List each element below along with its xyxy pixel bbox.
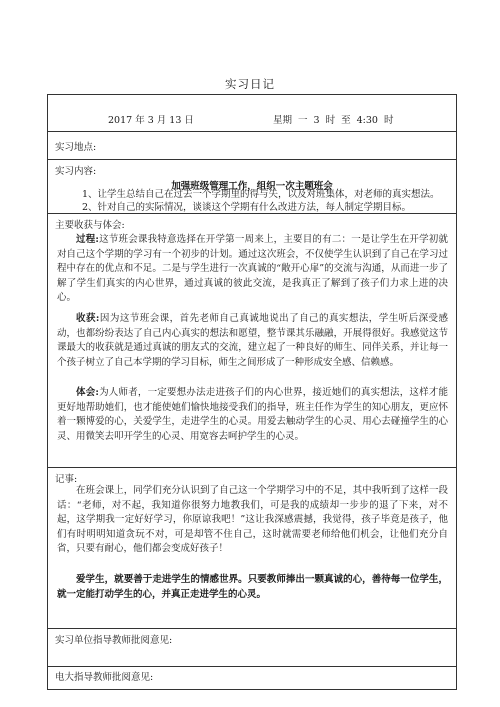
- content-label: 实习内容:: [55, 166, 97, 177]
- process-paragraph: [57, 233, 448, 306]
- feeling-label: 体会:: [76, 387, 99, 398]
- notes-text: 在班会课上，同学们充分认识到了自己这一个学期学习中的不足，其中我听到了这样一段话：“老师，对不起，我知道你很努力地教我们，可是我的成绩却一步步的退了下来，对不起，这学期我一定好好学习，你原谅我吧！”这让我深感震撼，我觉得，孩子毕竟是孩子，他们有时明明知道贪玩不对，可是却管不住自己，这时就需要老师给他们机会，让他们充分自省，只要有耐心，他们都会变成好孩子！: [57, 485, 448, 555]
- notes-label: 记事:: [55, 474, 78, 485]
- unit-review-row: [48, 629, 456, 667]
- plan-item: 1、让学生总结自己在过去一个学期里的得与失，以及对班集体，对老师的真实想法。: [82, 189, 440, 200]
- gains-label: 主要收获与体会:: [55, 220, 125, 231]
- location-row: [48, 132, 456, 160]
- harvest-paragraph: [57, 312, 448, 370]
- page-title: 实习日记: [225, 77, 275, 91]
- weekday-time-text: 星期 一 3 时 至 4:30 时: [273, 115, 394, 126]
- plan-item: 2、针对自己的实际情况，谈谈这个学期有什么改进方法，每人制定学期目标。: [82, 201, 412, 213]
- notes-row: [48, 468, 456, 629]
- harvest-label: 收获:: [76, 313, 100, 324]
- gains-row: [48, 214, 456, 468]
- process-label: 过程:: [76, 234, 99, 245]
- date-text: 2017 年 3 月 13 日: [108, 115, 194, 126]
- notes-bold-text: 爱学生，就要善于走进学生的情感世界。只要教师捧出一颗真诚的心，善待每一位学生，就一定能打动学生的心，并真正走进学生的心灵。: [57, 574, 448, 600]
- feeling-paragraph: [57, 386, 448, 444]
- tvu-review-row: [48, 667, 456, 691]
- harvest-text: 因为这节班会课，首先老师自己真诚地说出了自己的真实想法，学生听后深受感动，也都纷纷表达了自己内心真实的想法和愿望，整节课其乐融融，开展得很好。我感觉这节课最大的收获就是通过真诚的朋友式的交流，建立起了一种良好的师生、同伴关系，并让每一个孩子树立了自己本学期的学习目标，师生之间形成了一种形成安全感、信赖感。: [57, 313, 448, 368]
- date-row: [48, 95, 456, 132]
- diary-form: [47, 94, 457, 690]
- location-label: 实习地点:: [55, 142, 97, 153]
- process-text: 这节班会课我特意选择在开学第一周来上，主要目的有二：一是让学生在开学初就对自己这个学期的学习有一个初步的计划。通过这次班会，不仅使学生认识到了自己在学习过程中存在的优点和不足。二是与学生进行一次真诚的“敞开心扉”的交流与沟通，从而进一步了解了学生们真实的内心世界，通过真诚的彼此交流，是我真正了解到了孩子们力求上进的决心。: [57, 234, 448, 304]
- unit-review-label: 实习单位指导教师批阅意见:: [55, 635, 173, 646]
- content-row: [48, 160, 456, 214]
- plan-items: [82, 189, 448, 214]
- tvu-review-label: 电大指导教师批阅意见:: [55, 672, 154, 683]
- plan-title: 加强班级管理工作，组织一次主题班会: [171, 181, 333, 192]
- feeling-text: 为人师者，一定要想办法走进孩子们的内心世界，接近她们的真实想法，这样才能更好地帮助她们，也才能使她们愉快地接受我们的指导，班主任作为学生的知心朋友，更应怀着一颗博爱的心，关爱学生，走进学生的心灵。用爱去触动学生的心灵、用心去碰撞学生的心灵、用微笑去叩开学生的心灵、用宽容去呵护学生的心灵。: [57, 387, 448, 442]
